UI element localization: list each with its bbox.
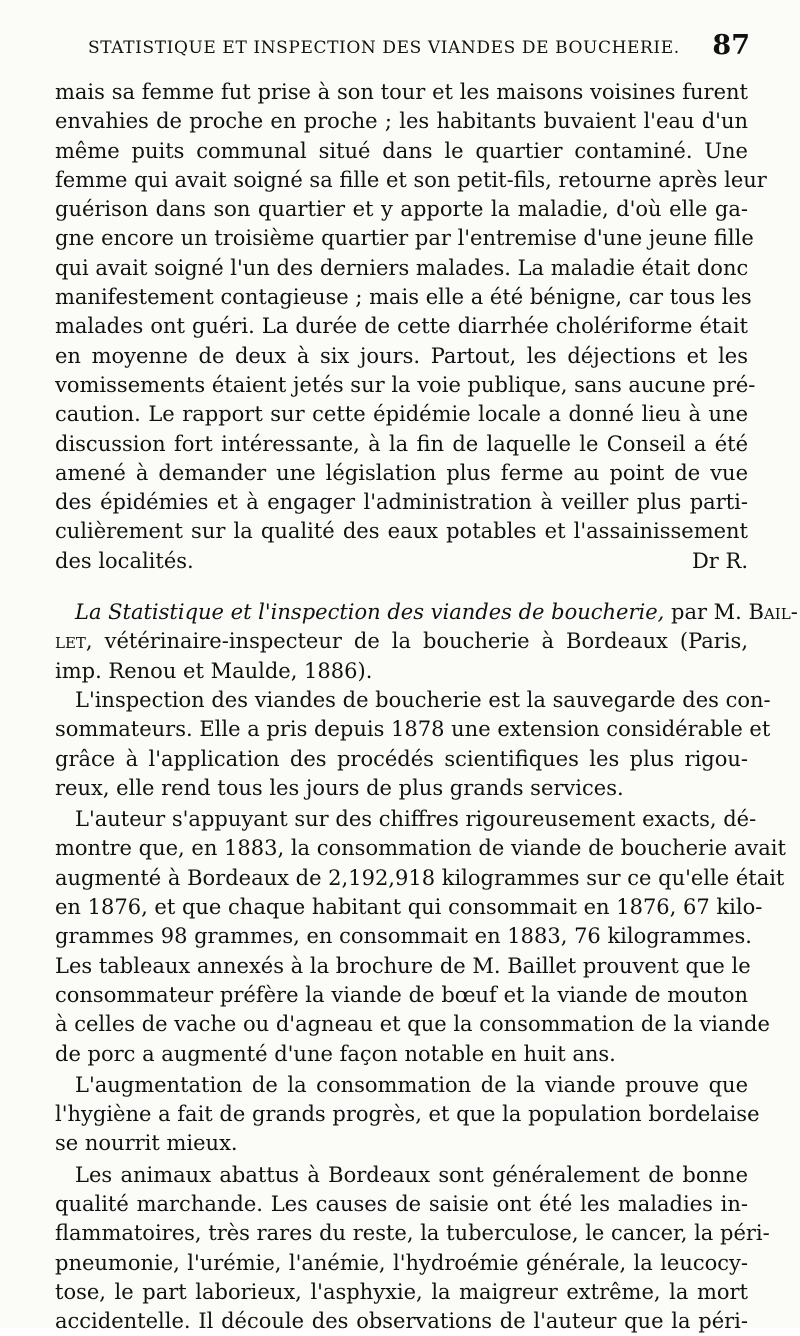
text-line: culièrement sur la qualité des eaux potables et l'assainissement (55, 519, 748, 544)
text-line: mais sa femme fut prise à son tour et les maisons voisines furent (55, 80, 748, 104)
text-line: malades ont guéri. La durée de cette diarrhée cholériforme était (55, 314, 748, 339)
text-line: amené à demander une législation plus ferme au point de vue (55, 460, 748, 485)
text-line: sommateurs. Elle a pris depuis 1878 une extension considérable et (55, 717, 771, 742)
author-name-part1: Bail- (748, 600, 798, 625)
citation-line: imp. Renou et Maulde, 1886). (55, 658, 373, 683)
text-line: grammes 98 grammes, en consommait en 1883, 76 kilogrammes. (55, 924, 752, 949)
paragraph-seizure-causes (55, 1161, 770, 1336)
text-line: montre que, en 1883, la consommation de viande de boucherie avait (55, 836, 786, 861)
author-name-part2: let (55, 629, 86, 654)
text-line: vomissements étaient jetés sur la voie publique, sans aucune pré- (55, 372, 756, 397)
text-line: femme qui avait soigné sa fille et son petit-fils, retourne après leur (55, 167, 767, 192)
paragraph-inspection (55, 686, 771, 803)
text-line: des épidémies et à engager l'administration à veiller plus parti- (55, 490, 748, 515)
citation-line (55, 598, 798, 627)
running-header (50, 30, 750, 66)
text-line: discussion fort intéressante, à la fin de laquelle le Conseil a été (55, 431, 748, 456)
text-line: L'inspection des viandes de boucherie est la sauvegarde des con- (75, 687, 771, 712)
book-title: La Statistique et l'inspection des viandes de boucherie, (75, 600, 665, 625)
text-line: l'hygiène a fait de grands progrès, et que la population bordelaise (55, 1102, 760, 1127)
text-line: à celles de vache ou d'agneau et que la consommation de la viande (55, 1012, 770, 1037)
closing-text: des localités. (55, 548, 194, 573)
text-line: se nourrit mieux. (55, 1131, 238, 1156)
text-line: consommateur préfère la viande de bœuf et la viande de mouton (55, 982, 748, 1007)
text-line: en 1876, et que chaque habitant qui consommait en 1876, 67 kilo- (55, 895, 763, 920)
text-line: Les tableaux annexés à la brochure de M. Baillet prouvent que le (55, 953, 751, 978)
paragraph-hygiene-progress (55, 1071, 760, 1159)
text-line: accidentelle. Il découle des observations de l'auteur que la péri- (55, 1309, 748, 1334)
section-gap (55, 576, 748, 598)
text-line: caution. Le rapport sur cette épidémie locale a donné lieu à une (55, 402, 748, 427)
text-line: envahies de proche en proche ; les habitants buvaient l'eau d'un (55, 109, 748, 134)
text-line: Les animaux abattus à Bordeaux sont généralement de bonne (75, 1162, 748, 1187)
citation-affiliation: , vétérinaire-inspecteur de la boucherie à Bordeaux (Paris, (85, 629, 748, 654)
text-line: même puits communal situé dans le quartier contaminé. Une (55, 138, 748, 163)
running-title: STATISTIQUE ET INSPECTION DES VIANDES DE BOUCHERIE. (88, 38, 680, 58)
text-line: L'augmentation de la consommation de la viande prouve que (75, 1072, 748, 1097)
review-citation (55, 598, 798, 686)
text-line: grâce à l'application des procédés scientifiques les plus rigou- (55, 746, 748, 771)
text-line: manifestement contagieuse ; mais elle a été bénigne, car tous les (55, 285, 752, 310)
text-line: tose, le part laborieux, l'asphyxie, la maigreur extrême, la mort (55, 1279, 748, 1304)
paragraph-epidemic-report (55, 78, 767, 576)
text-line: pneumonie, l'urémie, l'anémie, l'hydroémie générale, la leucocy- (55, 1250, 748, 1275)
text-line: augmenté à Bordeaux de 2,192,918 kilogrammes sur ce qu'elle était (55, 865, 785, 890)
closing-line (55, 547, 748, 576)
page-number: 87 (712, 30, 750, 61)
text-line: gne encore un troisième quartier par l'entremise d'une jeune fille (55, 226, 754, 251)
text-line: en moyenne de deux à six jours. Partout, les déjections et les (55, 343, 748, 368)
text-line: de porc a augmenté d'une façon notable en huit ans. (55, 1041, 616, 1066)
text-line: reux, elle rend tous les jours de plus grands services. (55, 775, 624, 800)
body-text (55, 78, 798, 1336)
citation-line (55, 627, 748, 656)
text-line: L'auteur s'appuyant sur des chiffres rigoureusement exacts, dé- (75, 807, 757, 832)
paragraph-consumption-figures (55, 805, 786, 1069)
text-line: qualité marchande. Les causes de saisie ont été les maladies in- (55, 1191, 748, 1216)
text-line: guérison dans son quartier et y apporte la maladie, d'où elle ga- (55, 197, 748, 222)
text-line: qui avait soigné l'un des derniers malades. La maladie était donc (55, 255, 749, 280)
citation-by: par M. (664, 600, 749, 625)
signature: Dr R. (691, 548, 748, 573)
text-line: flammatoires, très rares du reste, la tuberculose, le cancer, la péri- (55, 1221, 770, 1246)
